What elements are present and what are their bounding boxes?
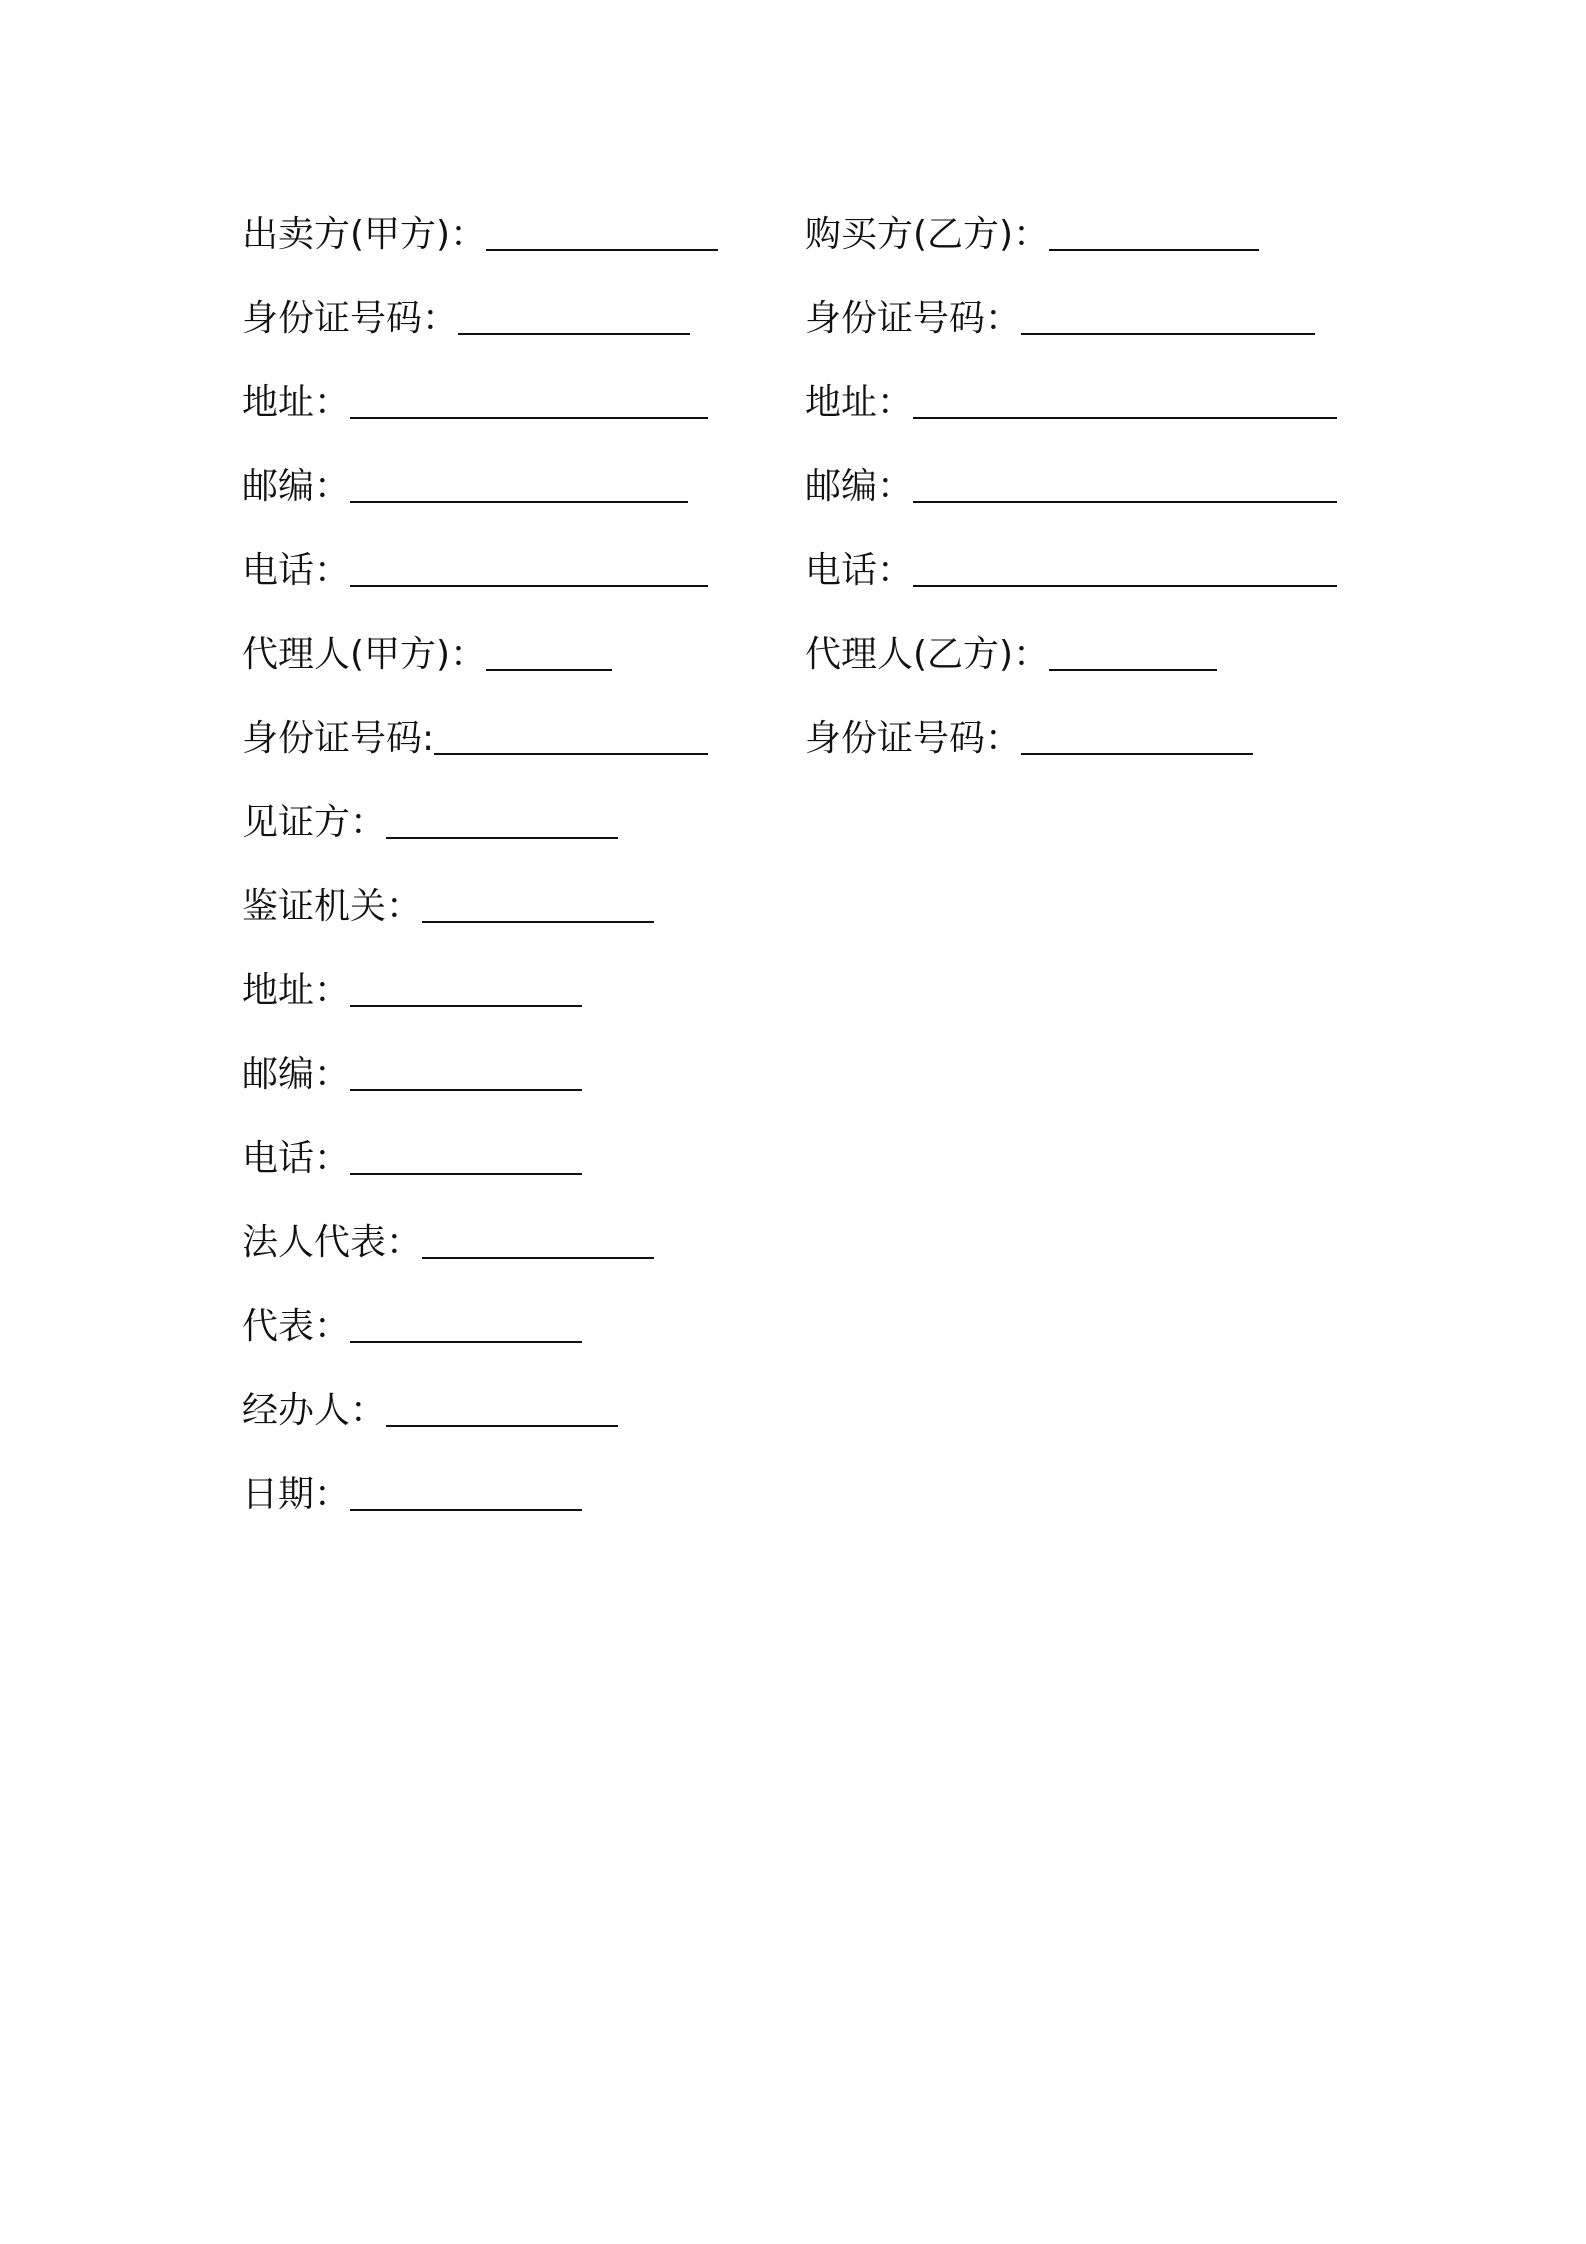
blank-line [350,417,708,419]
blank-line [350,1089,582,1091]
blank-line [386,837,618,839]
field-seller-phone [242,533,708,593]
field-label: 出卖方(甲方)： [242,214,487,255]
blank-line [350,1509,582,1511]
field-seller [242,197,718,257]
field-buyer-address [805,365,1337,425]
field-label: 见证方： [242,802,387,843]
blank-line [913,417,1337,419]
field-witness [242,785,618,845]
blank-line [350,585,708,587]
field-label: 购买方(乙方)： [805,214,1050,255]
blank-line [486,669,612,671]
blank-line [386,1425,618,1427]
field-label: 鉴证机关： [242,886,423,927]
field-seller-agent [242,617,612,677]
row-address [0,365,1586,425]
field-authority-address [242,953,582,1013]
row-legal-rep [0,1205,1586,1265]
field-buyer-agent [805,617,1217,677]
row-authority-postcode [0,1037,1586,1097]
field-buyer-agent-id [805,701,1253,761]
field-buyer-id [805,281,1315,341]
blank-line [434,753,708,755]
field-label: 邮编： [242,1054,351,1095]
blank-line [1049,249,1259,251]
field-label: 地址： [242,970,351,1011]
row-authority-address [0,953,1586,1013]
field-seller-address [242,365,708,425]
row-authority [0,869,1586,929]
row-postcode [0,449,1586,509]
field-buyer [805,197,1259,257]
field-label: 法人代表： [242,1222,423,1263]
field-seller-agent-id [242,701,708,761]
blank-line [350,501,688,503]
row-seller [0,197,1586,257]
field-representative [242,1289,582,1349]
row-authority-phone [0,1121,1586,1181]
field-label: 代理人(乙方)： [805,634,1050,675]
row-handler [0,1373,1586,1433]
blank-line [913,501,1337,503]
blank-line [422,921,654,923]
field-authority [242,869,654,929]
row-agent-id [0,701,1586,761]
field-buyer-phone [805,533,1337,593]
field-label: 地址： [805,382,914,423]
field-label: 身份证号码： [242,298,459,339]
field-buyer-postcode [805,449,1337,509]
field-authority-phone [242,1121,582,1181]
blank-line [1021,333,1315,335]
row-date [0,1457,1586,1517]
field-label: 身份证号码： [805,298,1022,339]
field-label: 邮编： [242,466,351,507]
field-label: 电话： [805,550,914,591]
field-label: 日期： [242,1474,351,1515]
field-label: 电话： [242,1138,351,1179]
row-id-number [0,281,1586,341]
row-phone [0,533,1586,593]
field-label: 身份证号码： [805,718,1022,759]
blank-line [350,1341,582,1343]
field-legal-rep [242,1205,654,1265]
field-label: 身份证号码: [242,718,435,759]
blank-line [486,249,718,251]
field-label: 代表： [242,1306,351,1347]
field-seller-postcode [242,449,688,509]
field-date [242,1457,582,1517]
blank-line [422,1257,654,1259]
row-witness [0,785,1586,845]
field-authority-postcode [242,1037,582,1097]
row-agent [0,617,1586,677]
blank-line [350,1005,582,1007]
blank-line [458,333,690,335]
field-seller-id [242,281,690,341]
field-handler [242,1373,618,1433]
row-representative [0,1289,1586,1349]
field-label: 地址： [242,382,351,423]
field-label: 电话： [242,550,351,591]
blank-line [913,585,1337,587]
blank-line [1021,753,1253,755]
field-label: 代理人(甲方)： [242,634,487,675]
blank-line [1049,669,1217,671]
field-label: 经办人： [242,1390,387,1431]
blank-line [350,1173,582,1175]
field-label: 邮编： [805,466,914,507]
